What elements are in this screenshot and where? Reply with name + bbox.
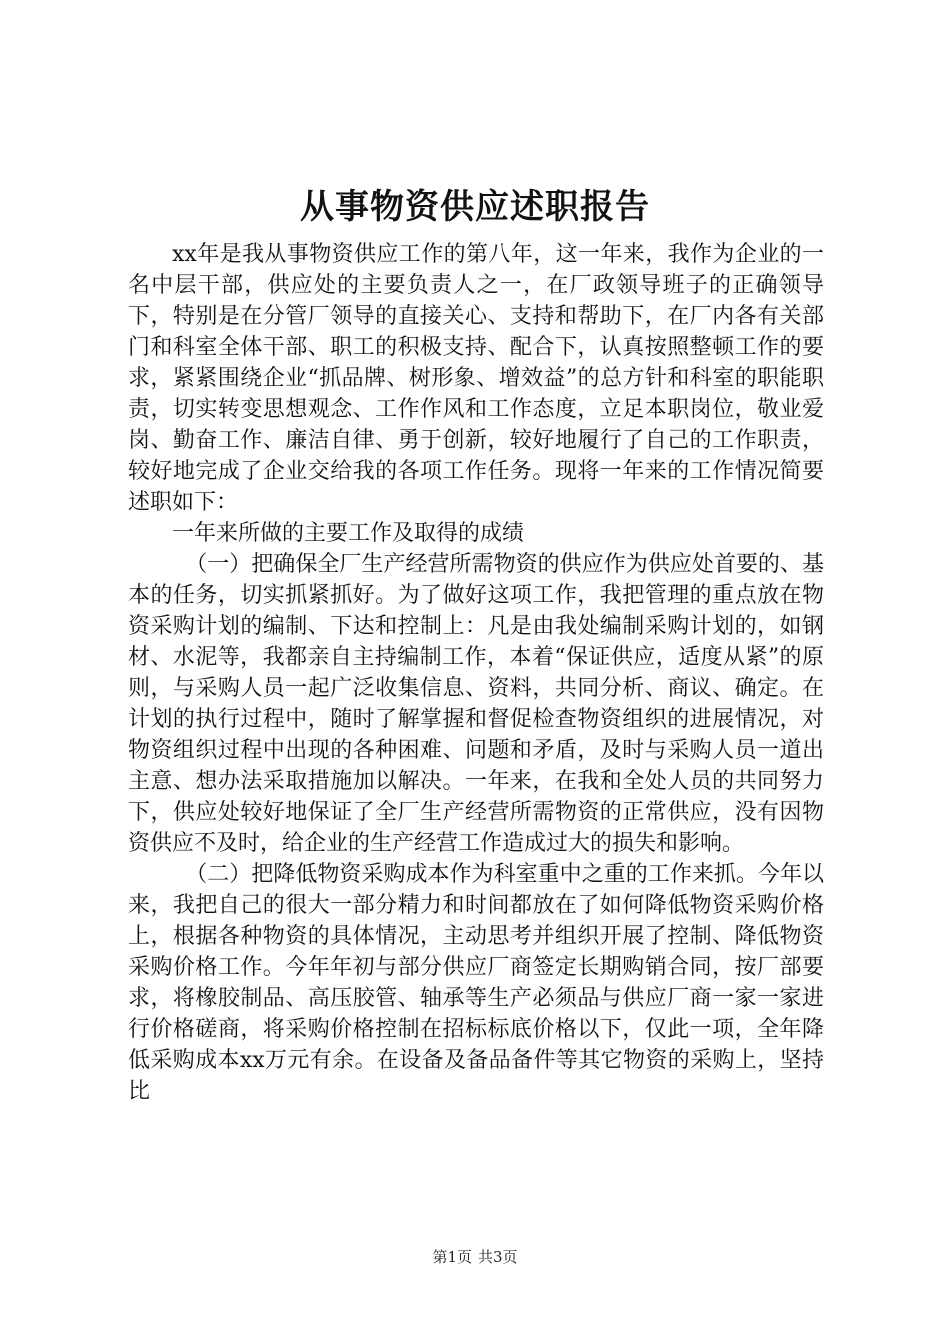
- paragraph-intro: xx年是我从事物资供应工作的第八年，这一年来，我作为企业的一名中层干部，供应处的主要负责人之一，在厂政领导班子的正确领导下，特别是在分管厂领导的直接关心、支持和帮助下，在厂内各有关部门和科室全体干部、职工的积极支持、配合下，认真按照整顿工作的要求，紧紧围绕企业“抓品牌、树形象、增效益”的总方针和科室的职能职责，切实转变思想观念、工作作风和工作态度，立足本职岗位，敬业爱岗、勤奋工作、廉洁自律、勇于创新，较好地履行了自己的工作职责，较好地完成了企业交给我的各项工作任务。现将一年来的工作情况简要述职如下：: [128, 242, 824, 515]
- paragraph-item-1: （一）把确保全厂生产经营所需物资的供应作为供应处首要的、基本的任务，切实抓紧抓好。为了做好这项工作，我把管理的重点放在物资采购计划的编制、下达和控制上：凡是由我处编制采购计划的，如钢材、水泥等，我都亲自主持编制工作，本着“保证供应，适度从紧”的原则，与采购人员一起广泛收集信息、资料，共同分析、商议、确定。在计划的执行过程中，随时了解掌握和督促检查物资组织的进展情况，对物资组织过程中出现的各种困难、问题和矛盾，及时与采购人员一道出主意、想办法采取措施加以解决。一年来，在我和全处人员的共同努力下，供应处较好地保证了全厂生产经营所需物资的正常供应，没有因物资供应不及时，给企业的生产经营工作造成过大的损失和影响。: [128, 552, 824, 856]
- paragraph-item-2: （二）把降低物资采购成本作为科室重中之重的工作来抓。今年以来，我把自己的很大一部分精力和时间都放在了如何降低物资采购价格上，根据各种物资的具体情况，主动思考并组织开展了控制、降低物资采购价格工作。今年年初与部分供应厂商签定长期购销合同，按厂部要求，将橡胶制品、高压胶管、轴承等生产必须品与供应厂商一家一家进行价格磋商，将采购价格控制在招标标底价格以下，仅此一项，全年降低采购成本xx万元有余。在设备及备品备件等其它物资的采购上，坚持比: [128, 862, 824, 1104]
- page-number: 第1页: [432, 1248, 472, 1266]
- document-title: 从事物资供应述职报告: [300, 187, 650, 227]
- page-footer: [0, 1247, 950, 1267]
- section-heading: 一年来所做的主要工作及取得的成绩: [172, 521, 525, 546]
- page-total: 共3页: [478, 1248, 518, 1266]
- document-body: [128, 239, 824, 1107]
